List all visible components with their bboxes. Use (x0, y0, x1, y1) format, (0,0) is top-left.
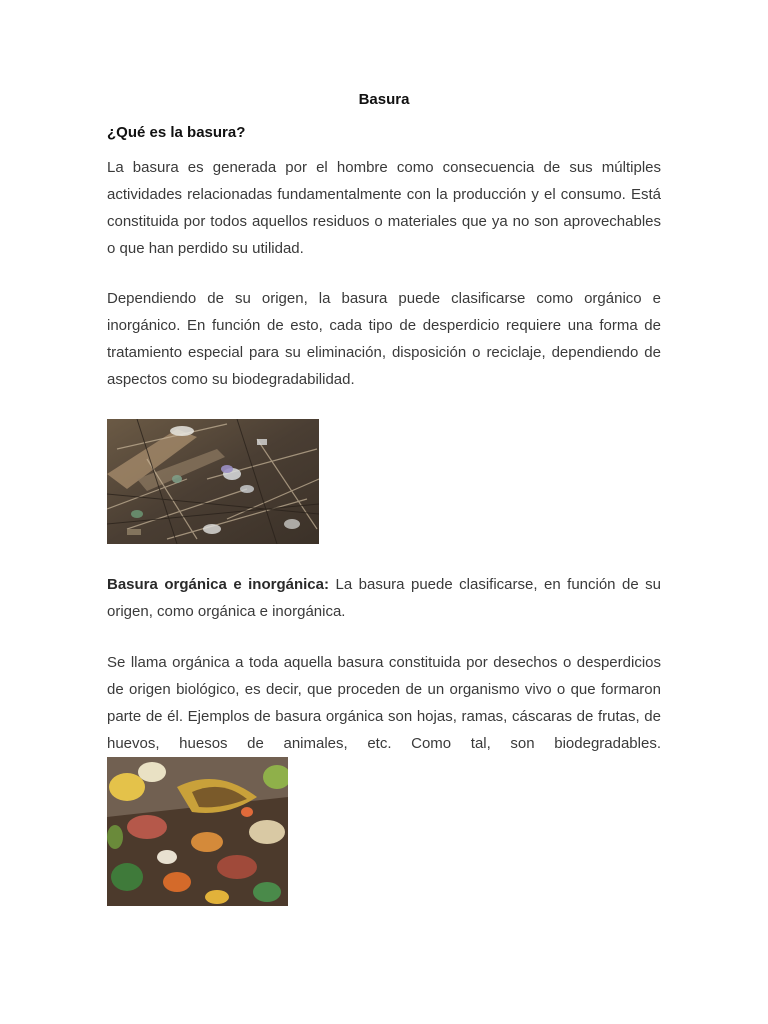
document-title: Basura (358, 91, 410, 108)
section-heading: ¿Qué es la basura? (107, 124, 246, 141)
document-content (107, 88, 661, 906)
paragraph-classification: Dependiendo de su origen, la basura puede clasificarse como orgánico e inorgánico. En función de esto, cada tipo de desperdicio requiere una forma de tratamiento especial para su eliminación, disposición o reciclaje, dependiendo de aspectos como su biodegradabilidad. (107, 290, 661, 388)
paragraph-types (107, 571, 661, 625)
organic-trash-photo (107, 757, 288, 906)
mixed-trash-photo (107, 419, 319, 544)
paragraph-types-text: La basura puede clasificarse, en función de su origen, como orgánica e inorgánica. (107, 576, 661, 620)
paragraph-types-lead: Basura orgánica e inorgánica: (107, 576, 329, 593)
paragraph-definition: La basura es generada por el hombre como consecuencia de sus múltiples actividades relacionadas fundamentalmente con la producción y el consumo. Está constituida por todos aquellos residuos o materiales que ya no son aprovechables o que han perdido su utilidad. (107, 159, 661, 257)
paragraph-organic: Se llama orgánica a toda aquella basura constituida por desechos o desperdicios de origen biológico, es decir, que proceden de un organismo vivo o que formaron parte de él. Ejemplos de basura orgánica son hojas, ramas, cáscaras de frutas, de huevos, huesos de animales, etc. Como tal, son biodegradables. (107, 654, 661, 752)
